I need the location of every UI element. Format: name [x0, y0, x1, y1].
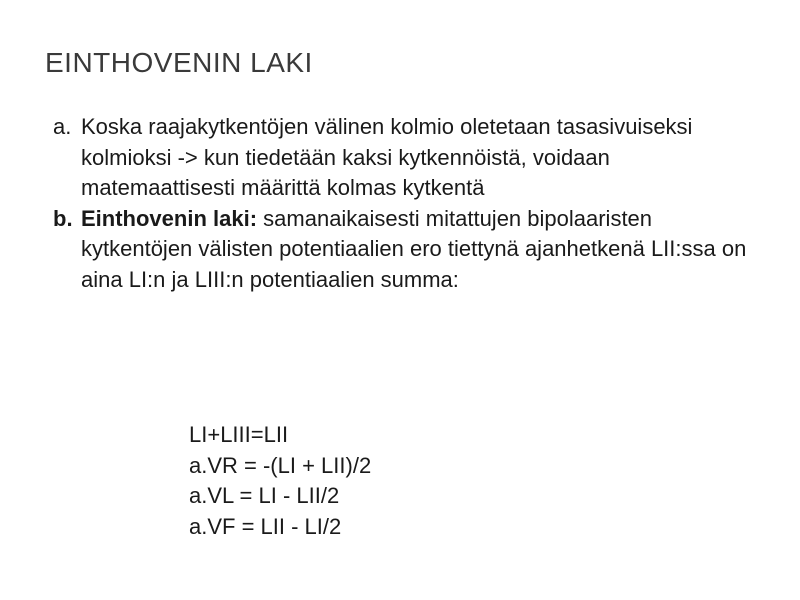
list-item-b-bold: Einthovenin laki: — [81, 205, 258, 231]
formula-block — [189, 420, 371, 542]
list-item-a — [53, 112, 753, 204]
list-item-b-text: samanaikaisesti mitattujen bipolaaristen kytkentöjen välisten potentiaalien ero tiettynä ajanhetkenä LII:ssa on aina LI:n ja LIII:n potentiaalien summa: — [81, 205, 747, 292]
formula-1: LI+LIII=LII — [189, 422, 289, 447]
list-marker-a: a. — [53, 114, 72, 139]
formula-4: a.VF = LII - LI/2 — [189, 513, 342, 539]
bullet-list — [53, 112, 753, 295]
slide-title: EINTHOVENIN LAKI — [45, 47, 313, 78]
list-item-b — [53, 204, 753, 296]
formula-2: a.VR = -(LI + LII)/2 — [189, 452, 372, 478]
formula-3: a.VL = LI - LII/2 — [189, 483, 340, 508]
list-item-a-text: Koska raajakytkentöjen välinen kolmio oletetaan tasasivuiseksi kolmioksi -> kun tiedetään kaksi kytkennöistä, voidaan matemaattisesti määrittä kolmas kytkentä — [81, 114, 693, 200]
list-marker-b: b. — [53, 205, 73, 231]
